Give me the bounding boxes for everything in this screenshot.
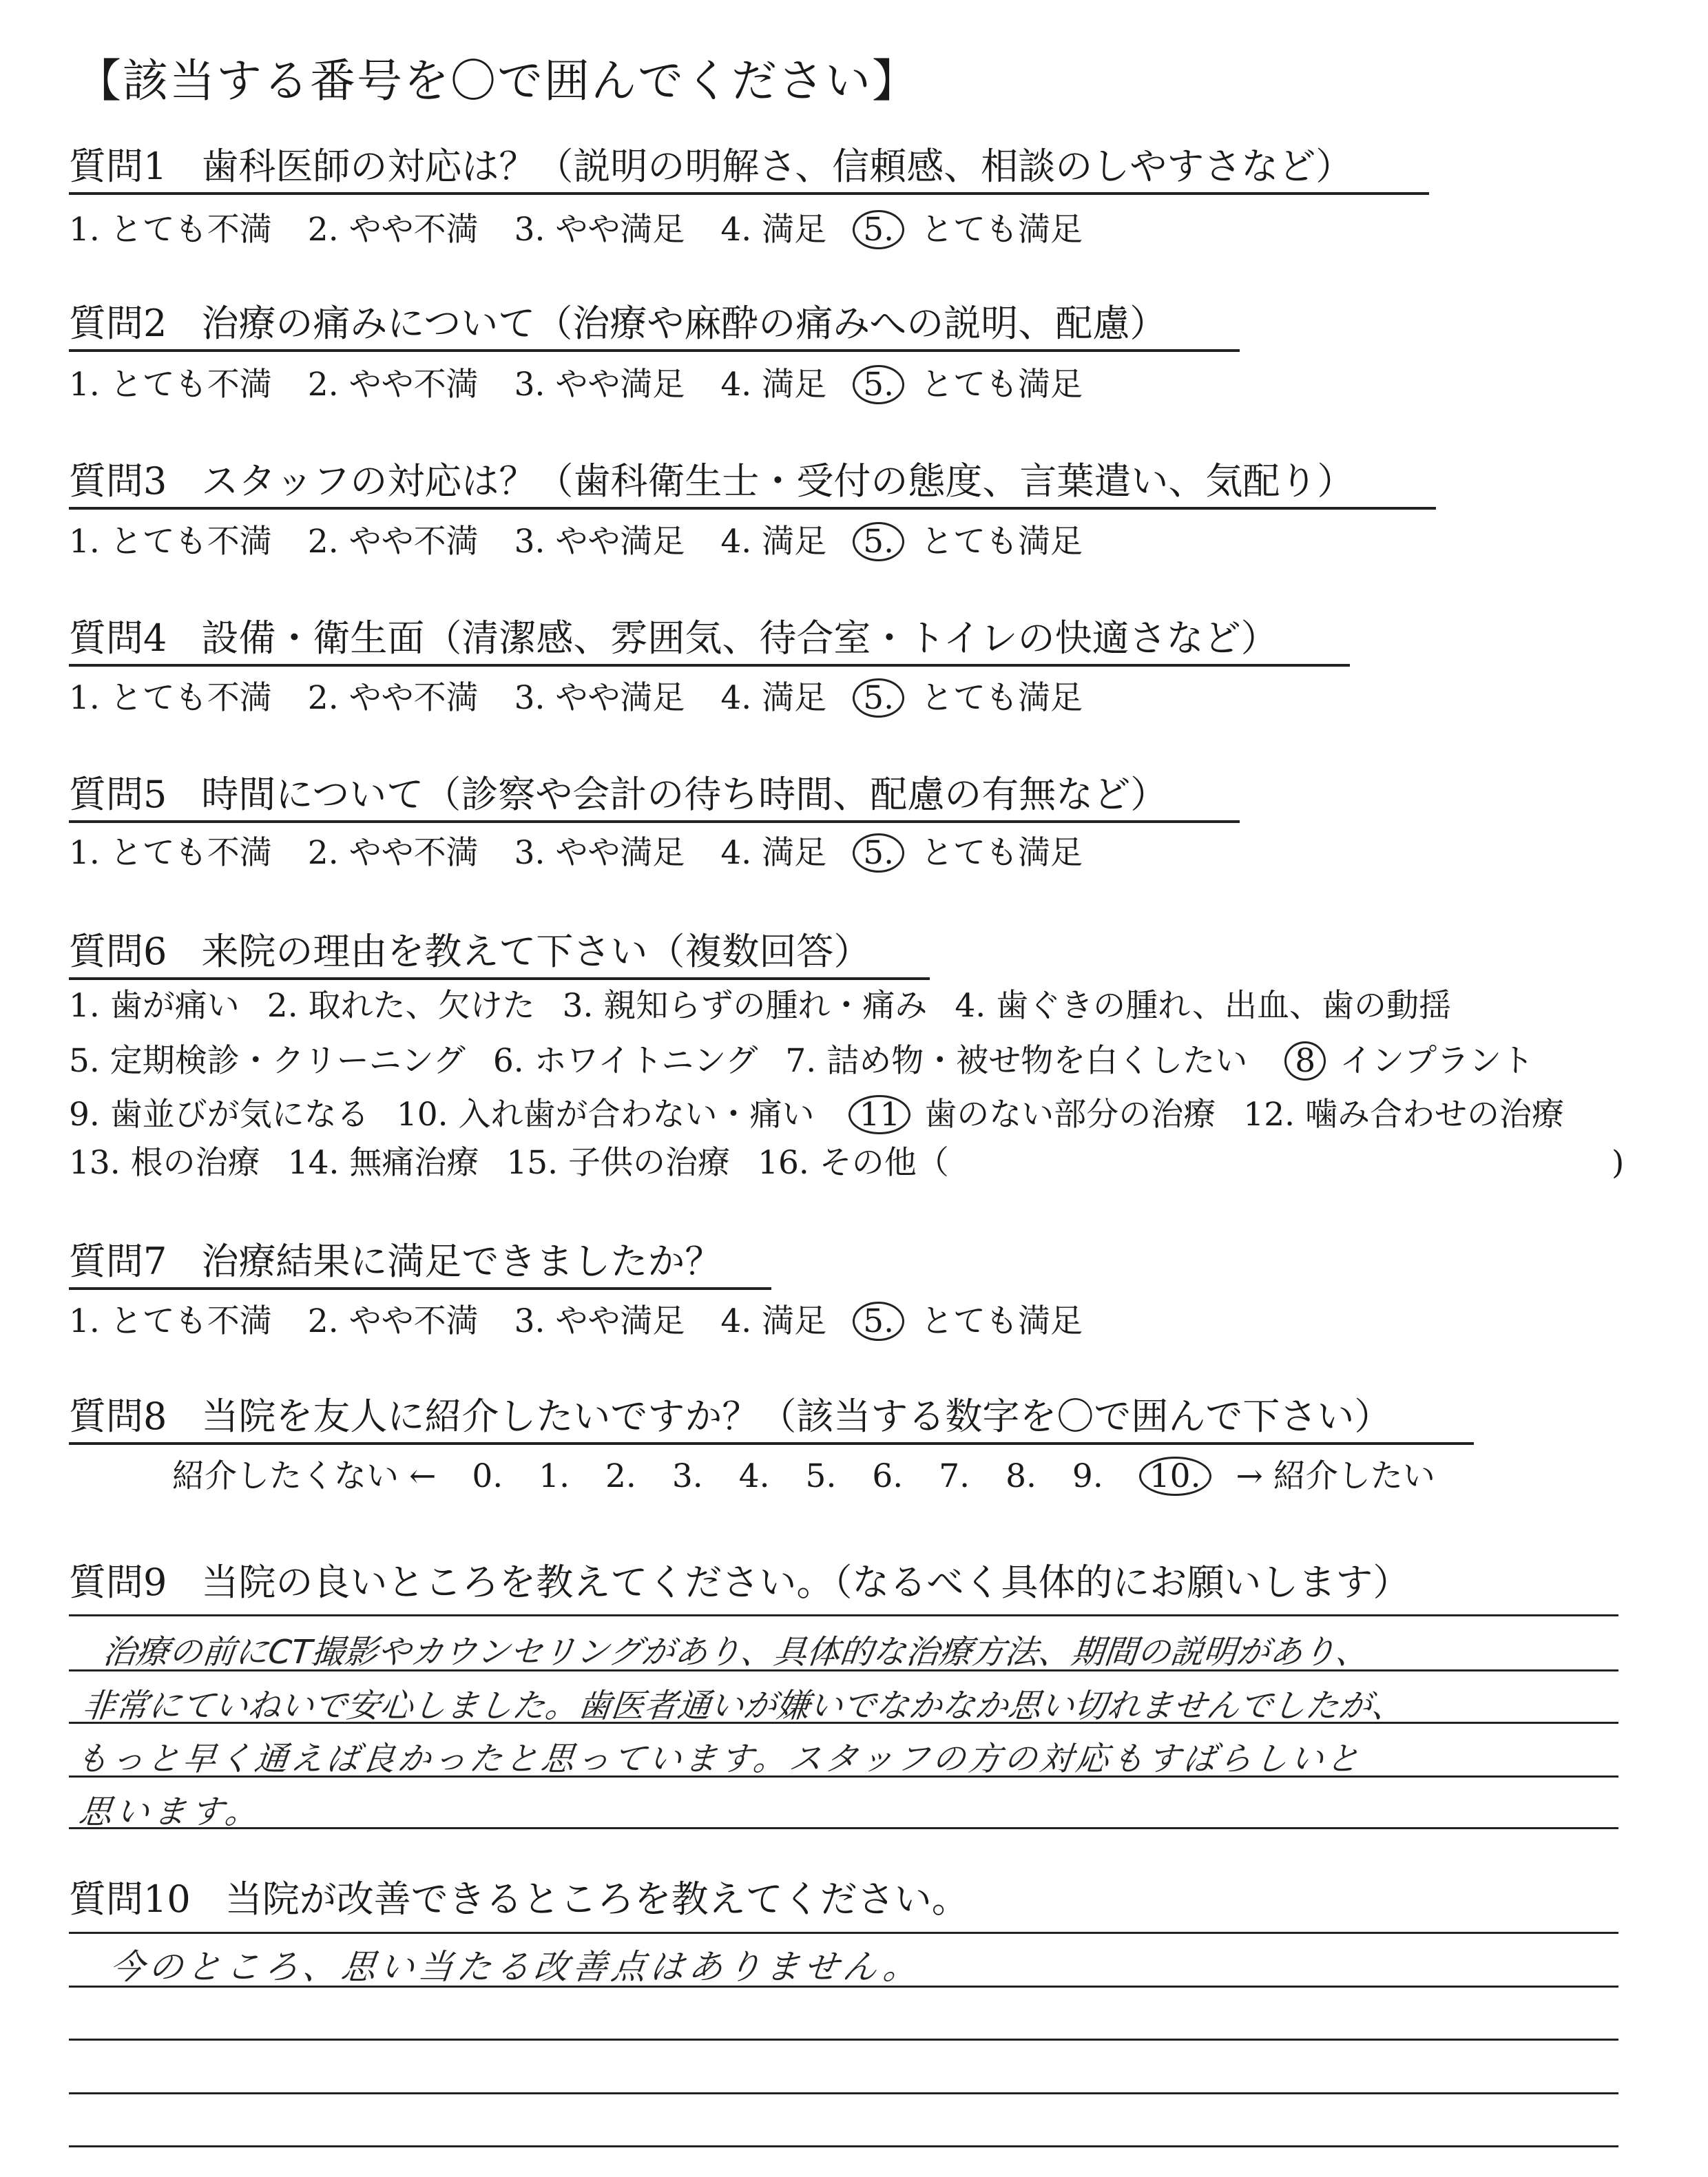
q1-option-2[interactable]: 2. やや不満 bbox=[307, 211, 479, 249]
q8-scale-8[interactable]: 8. bbox=[1006, 1457, 1037, 1495]
q10-rule-1 bbox=[69, 1932, 1618, 1934]
q1-number: 質問1 bbox=[69, 145, 167, 188]
q4-options bbox=[69, 678, 1118, 718]
q6-number: 質問6 bbox=[69, 930, 167, 973]
q6-option-4[interactable]: 4. 歯ぐきの腫れ、出血、歯の動揺 bbox=[955, 987, 1451, 1025]
q5-text: 時間について（診察や会計の待ち時間、配慮の有無など） bbox=[201, 773, 1168, 816]
q7-option-5-label: とても満足 bbox=[921, 1302, 1083, 1340]
q5-number: 質問5 bbox=[69, 773, 167, 816]
q3-option-5-circled[interactable]: 5. bbox=[853, 522, 904, 561]
q5-options bbox=[69, 833, 1118, 873]
q3-option-4[interactable]: 4. 満足 bbox=[720, 523, 827, 561]
q7-text: 治療結果に満足できましたか？ bbox=[201, 1240, 722, 1283]
q6-option-1[interactable]: 1. 歯が痛い bbox=[69, 987, 240, 1025]
q6-option-16[interactable]: 16. その他（ bbox=[758, 1144, 949, 1182]
q7-option-3[interactable]: 3. やや満足 bbox=[514, 1302, 685, 1340]
q2-options bbox=[69, 365, 1118, 404]
q2-option-5-label: とても満足 bbox=[921, 366, 1083, 404]
q4-option-1[interactable]: 1. とても不満 bbox=[69, 679, 272, 717]
q6-option-8-label: インプラント bbox=[1340, 1042, 1534, 1080]
q3-options bbox=[69, 522, 1118, 561]
q8-scale-0[interactable]: 0. bbox=[472, 1457, 503, 1495]
q5-option-4[interactable]: 4. 満足 bbox=[720, 834, 827, 872]
q7-number: 質問7 bbox=[69, 1240, 167, 1283]
q10-rule-5 bbox=[69, 2145, 1618, 2147]
q9-rule-5 bbox=[69, 1827, 1618, 1829]
q1-text: 歯科医師の対応は？（説明の明解さ、信頼感、相談のしやすさなど） bbox=[201, 145, 1353, 188]
q1-option-3[interactable]: 3. やや満足 bbox=[514, 211, 685, 249]
q4-option-5-circled[interactable]: 5. bbox=[853, 678, 904, 718]
q1-option-1[interactable]: 1. とても不満 bbox=[69, 211, 272, 249]
q7-option-2[interactable]: 2. やや不満 bbox=[307, 1302, 479, 1340]
q8-scale-1[interactable]: 1. bbox=[539, 1457, 570, 1495]
q8-scale-5[interactable]: 5. bbox=[805, 1457, 837, 1495]
q7-option-1[interactable]: 1. とても不満 bbox=[69, 1302, 272, 1340]
q6-other-close-paren: ) bbox=[1612, 1144, 1625, 1182]
q4-text: 設備・衛生面（清潔感、雰囲気、待合室・トイレの快適さなど） bbox=[201, 616, 1278, 660]
q3-title bbox=[69, 459, 1436, 510]
q4-option-3[interactable]: 3. やや満足 bbox=[514, 679, 685, 717]
q10-answer: 今のところ、思い当たる改善点はありません。 bbox=[107, 1947, 924, 1987]
q8-scale-9[interactable]: 9. bbox=[1072, 1457, 1103, 1495]
q6-option-2[interactable]: 2. 取れた、欠けた bbox=[267, 987, 535, 1025]
q2-number: 質問2 bbox=[69, 302, 167, 345]
q6-option-11-circled[interactable]: 11 bbox=[848, 1095, 910, 1134]
q5-option-5-circled[interactable]: 5. bbox=[853, 833, 904, 873]
q10-rule-3 bbox=[69, 2039, 1618, 2041]
q1-option-4[interactable]: 4. 満足 bbox=[720, 211, 827, 249]
q7-option-4[interactable]: 4. 満足 bbox=[720, 1302, 827, 1340]
q7-options bbox=[69, 1302, 1118, 1341]
q8-scale-10-circled[interactable]: 10. bbox=[1139, 1457, 1211, 1496]
q4-title bbox=[69, 616, 1350, 667]
q9-answer-line-4: 思います。 bbox=[76, 1793, 264, 1831]
q6-row-3 bbox=[69, 1095, 1564, 1134]
q9-number: 質問9 bbox=[69, 1561, 167, 1604]
q2-title bbox=[69, 302, 1240, 352]
q8-text: 当院を友人に紹介したいですか？（該当する数字を〇で囲んで下さい） bbox=[201, 1395, 1392, 1438]
q3-number: 質問3 bbox=[69, 459, 167, 503]
q9-answer-line-1: 治療の前にCT撮影やカウンセリングがあり、具体的な治療方法、期間の説明があり、 bbox=[101, 1633, 1371, 1671]
q6-row-2 bbox=[69, 1041, 1534, 1081]
q1-options bbox=[69, 210, 1118, 249]
q3-option-5-label: とても満足 bbox=[921, 523, 1083, 561]
q6-title bbox=[69, 930, 930, 980]
q3-option-2[interactable]: 2. やや不満 bbox=[307, 523, 479, 561]
q8-scale bbox=[172, 1457, 1435, 1496]
q6-option-11-label: 歯のない部分の治療 bbox=[924, 1096, 1216, 1134]
q2-option-1[interactable]: 1. とても不満 bbox=[69, 366, 272, 404]
q10-text: 当院が改善できるところを教えてください。 bbox=[225, 1877, 969, 1921]
q5-option-1[interactable]: 1. とても不満 bbox=[69, 834, 272, 872]
q6-row-1 bbox=[69, 987, 1451, 1025]
q1-option-5-label: とても満足 bbox=[921, 211, 1083, 249]
q6-row-4 bbox=[69, 1144, 949, 1182]
q5-option-3[interactable]: 3. やや満足 bbox=[514, 834, 685, 872]
q6-option-13[interactable]: 13. 根の治療 bbox=[69, 1144, 260, 1182]
q4-number: 質問4 bbox=[69, 616, 167, 660]
q8-scale-7[interactable]: 7. bbox=[939, 1457, 970, 1495]
q8-scale-6[interactable]: 6. bbox=[872, 1457, 904, 1495]
form-header: 【該当する番号を〇で囲んでください】 bbox=[76, 54, 919, 107]
q6-option-6[interactable]: 6. ホワイトニング bbox=[492, 1042, 758, 1080]
q10-number: 質問10 bbox=[69, 1877, 191, 1921]
q2-option-5-circled[interactable]: 5. bbox=[853, 365, 904, 404]
q3-option-3[interactable]: 3. やや満足 bbox=[514, 523, 685, 561]
q10-rule-4 bbox=[69, 2092, 1618, 2094]
q6-option-14[interactable]: 14. 無痛治療 bbox=[287, 1144, 479, 1182]
q6-option-5[interactable]: 5. 定期検診・クリーニング bbox=[69, 1042, 466, 1080]
q9-answer-line-3: もっと早く通えば良かったと思っています。スタッフの方の対応もすばらしいと bbox=[73, 1740, 1364, 1778]
q9-title bbox=[69, 1553, 1410, 1606]
q7-option-5-circled[interactable]: 5. bbox=[853, 1302, 904, 1341]
q8-scale-2[interactable]: 2. bbox=[605, 1457, 636, 1495]
q3-text: スタッフの対応は？（歯科衛生士・受付の態度、言葉遣い、気配り） bbox=[201, 459, 1355, 503]
q2-option-2[interactable]: 2. やや不満 bbox=[307, 366, 479, 404]
q6-option-10[interactable]: 10. 入れ歯が合わない・痛い bbox=[396, 1096, 815, 1134]
q9-answer-line-2: 非常にていねいで安心しました。歯医者通いが嫌いでなかなか思い切れませんでしたが、 bbox=[80, 1687, 1407, 1725]
q5-option-2[interactable]: 2. やや不満 bbox=[307, 834, 479, 872]
q2-option-4[interactable]: 4. 満足 bbox=[720, 366, 827, 404]
q4-option-5-label: とても満足 bbox=[921, 679, 1083, 717]
q8-scale-3[interactable]: 3. bbox=[671, 1457, 703, 1495]
q7-title bbox=[69, 1240, 771, 1290]
q6-option-15[interactable]: 15. 子供の治療 bbox=[506, 1144, 731, 1182]
q2-option-3[interactable]: 3. やや満足 bbox=[514, 366, 685, 404]
q4-option-2[interactable]: 2. やや不満 bbox=[307, 679, 479, 717]
q6-text: 来院の理由を教えて下さい（複数回答） bbox=[201, 930, 871, 973]
q1-title bbox=[69, 145, 1429, 195]
q6-option-3[interactable]: 3. 親知らずの腫れ・痛み bbox=[562, 987, 928, 1025]
q4-option-4[interactable]: 4. 満足 bbox=[720, 679, 827, 717]
q6-option-8-circled[interactable]: 8 bbox=[1284, 1041, 1326, 1081]
q9-rule-1 bbox=[69, 1614, 1618, 1616]
q8-scale-4[interactable]: 4. bbox=[738, 1457, 770, 1495]
q5-option-5-label: とても満足 bbox=[921, 834, 1083, 872]
q6-option-7[interactable]: 7. 詰め物・被せ物を白くしたい bbox=[785, 1042, 1248, 1080]
q2-text: 治療の痛みについて（治療や麻酔の痛みへの説明、配慮） bbox=[201, 302, 1167, 345]
q8-scale-right-label: → 紹介したい bbox=[1236, 1457, 1435, 1495]
q9-text: 当院の良いところを教えてください。（なるべく具体的にお願いします） bbox=[201, 1561, 1410, 1604]
q6-option-12[interactable]: 12. 噛み合わせの治療 bbox=[1243, 1096, 1564, 1134]
q10-title bbox=[69, 1870, 969, 1923]
q3-option-1[interactable]: 1. とても不満 bbox=[69, 523, 272, 561]
q6-option-9[interactable]: 9. 歯並びが気になる bbox=[69, 1096, 369, 1134]
q1-option-5-circled[interactable]: 5. bbox=[853, 210, 904, 249]
q8-number: 質問8 bbox=[69, 1395, 167, 1438]
q5-title bbox=[69, 773, 1240, 823]
q8-scale-left-label: 紹介したくない ← bbox=[172, 1457, 437, 1495]
q8-title bbox=[69, 1395, 1474, 1445]
